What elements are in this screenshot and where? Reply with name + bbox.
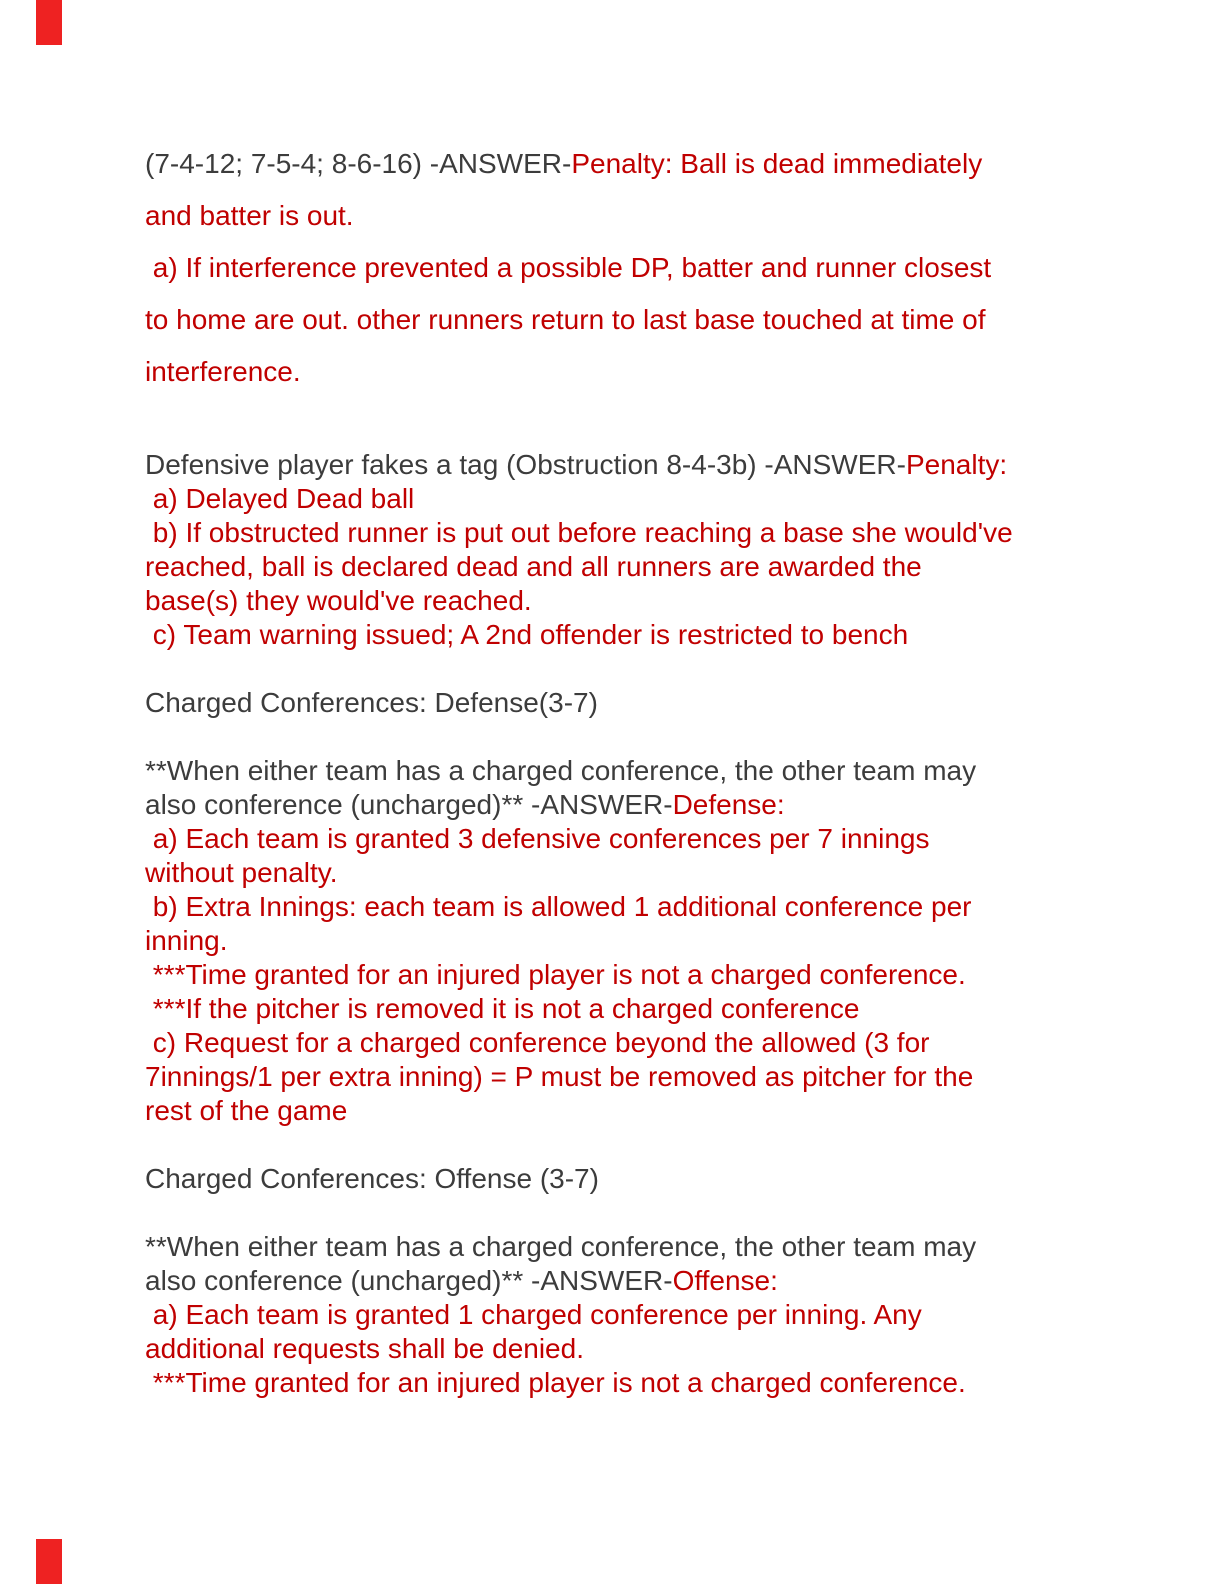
text-line bbox=[145, 482, 1104, 516]
question-text: also conference (uncharged)** -ANSWER- bbox=[145, 1265, 673, 1296]
question-text: Charged Conferences: Offense (3-7) bbox=[145, 1163, 599, 1194]
answer-text: without penalty. bbox=[145, 857, 338, 888]
question-text: Defensive player fakes a tag (Obstruction 8-4-3b) -ANSWER- bbox=[145, 449, 906, 480]
red-edge-marker-top bbox=[36, 0, 62, 45]
paragraph bbox=[145, 686, 1104, 720]
text-line bbox=[145, 992, 1104, 1026]
answer-text: ***Time granted for an injured player is not a charged conference. bbox=[145, 1367, 966, 1398]
text-line bbox=[145, 1162, 1104, 1196]
answer-text: a) Each team is granted 1 charged conference per inning. Any bbox=[145, 1299, 922, 1330]
text-line bbox=[145, 346, 1104, 398]
paragraph bbox=[145, 138, 1104, 398]
paragraph bbox=[145, 1230, 1104, 1400]
text-line bbox=[145, 584, 1104, 618]
answer-text: Defense: bbox=[672, 789, 785, 820]
text-line bbox=[145, 686, 1104, 720]
text-line bbox=[145, 754, 1104, 788]
red-edge-marker-bottom bbox=[36, 1539, 62, 1584]
text-line bbox=[145, 138, 1104, 190]
text-line bbox=[145, 242, 1104, 294]
question-text: (7-4-12; 7-5-4; 8-6-16) -ANSWER- bbox=[145, 148, 572, 179]
answer-text: Penalty: Ball is dead immediately bbox=[571, 148, 983, 179]
answer-text: b) If obstructed runner is put out before reaching a base she would've bbox=[145, 517, 1013, 548]
text-line bbox=[145, 856, 1104, 890]
question-text: Charged Conferences: Defense(3-7) bbox=[145, 687, 598, 718]
answer-text: reached, ball is declared dead and all runners are awarded the bbox=[145, 551, 922, 582]
text-line bbox=[145, 516, 1104, 550]
document-body bbox=[145, 138, 1104, 1434]
paragraph bbox=[145, 1162, 1104, 1196]
question-text: **When either team has a charged conference, the other team may bbox=[145, 755, 977, 786]
text-line bbox=[145, 448, 1104, 482]
answer-text: ***If the pitcher is removed it is not a charged conference bbox=[145, 993, 860, 1024]
question-text: also conference (uncharged)** -ANSWER- bbox=[145, 789, 673, 820]
answer-text: interference. bbox=[145, 356, 301, 387]
text-line bbox=[145, 294, 1104, 346]
text-line bbox=[145, 1230, 1104, 1264]
text-line bbox=[145, 924, 1104, 958]
text-line bbox=[145, 890, 1104, 924]
text-line bbox=[145, 822, 1104, 856]
answer-text: inning. bbox=[145, 925, 228, 956]
text-line bbox=[145, 618, 1104, 652]
answer-text: base(s) they would've reached. bbox=[145, 585, 532, 616]
paragraph bbox=[145, 754, 1104, 1128]
answer-text: rest of the game bbox=[145, 1095, 348, 1126]
text-line bbox=[145, 190, 1104, 242]
text-line bbox=[145, 550, 1104, 584]
answer-text: a) Each team is granted 3 defensive conferences per 7 innings bbox=[145, 823, 930, 854]
answer-text: b) Extra Innings: each team is allowed 1 additional conference per bbox=[145, 891, 972, 922]
text-line bbox=[145, 1264, 1104, 1298]
text-line bbox=[145, 1060, 1104, 1094]
answer-text: ***Time granted for an injured player is not a charged conference. bbox=[145, 959, 966, 990]
answer-text: additional requests shall be denied. bbox=[145, 1333, 584, 1364]
text-line bbox=[145, 788, 1104, 822]
answer-text: Penalty: bbox=[905, 449, 1008, 480]
paragraph bbox=[145, 448, 1104, 652]
text-line bbox=[145, 1366, 1104, 1400]
text-line bbox=[145, 1026, 1104, 1060]
text-line bbox=[145, 958, 1104, 992]
answer-text: c) Request for a charged conference beyond the allowed (3 for bbox=[145, 1027, 930, 1058]
question-text: **When either team has a charged conference, the other team may bbox=[145, 1231, 977, 1262]
text-line bbox=[145, 1332, 1104, 1366]
answer-text: to home are out. other runners return to last base touched at time of bbox=[145, 304, 986, 335]
answer-text: 7innings/1 per extra inning) = P must be removed as pitcher for the bbox=[145, 1061, 974, 1092]
text-line bbox=[145, 1094, 1104, 1128]
answer-text: a) Delayed Dead ball bbox=[145, 483, 415, 514]
answer-text: a) If interference prevented a possible DP, batter and runner closest bbox=[145, 252, 992, 283]
answer-text: c) Team warning issued; A 2nd offender is restricted to bench bbox=[145, 619, 909, 650]
answer-text: Offense: bbox=[672, 1265, 778, 1296]
answer-text: and batter is out. bbox=[145, 200, 354, 231]
text-line bbox=[145, 1298, 1104, 1332]
